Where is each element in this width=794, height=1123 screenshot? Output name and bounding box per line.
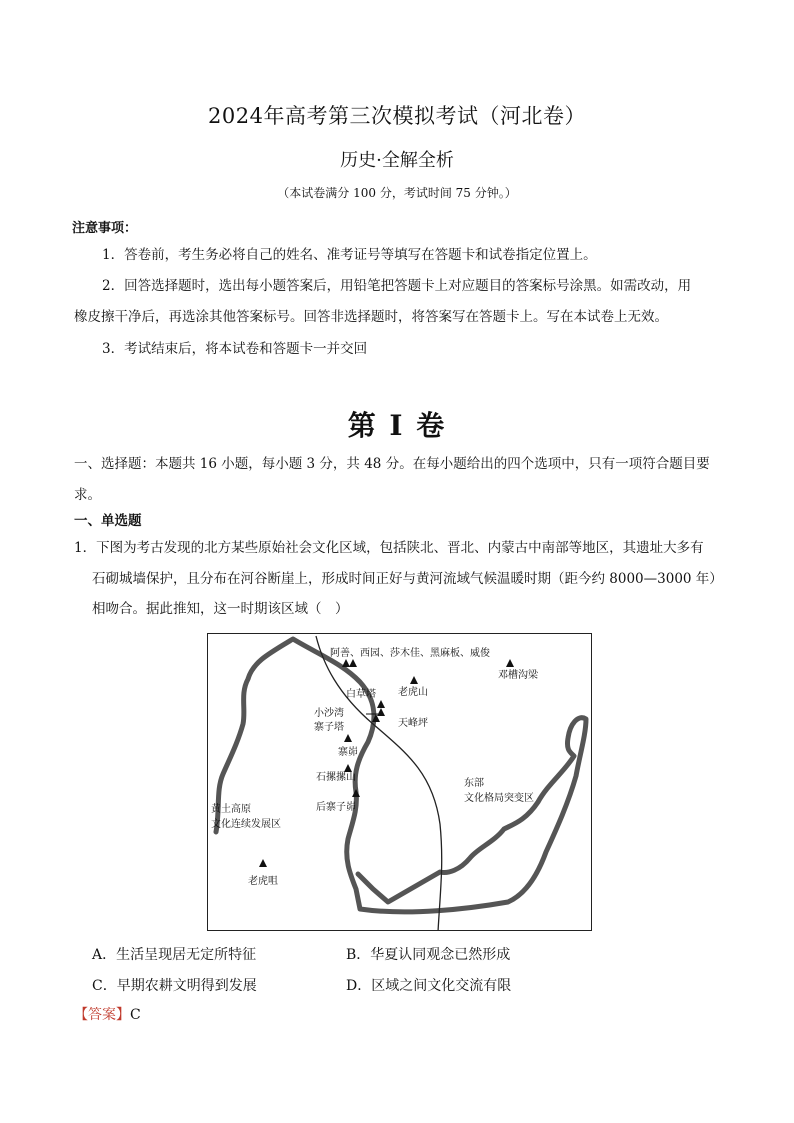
label-top-sites: 阿善、西园、莎木佳、黑麻板、威俊: [330, 648, 490, 659]
section-instruction-cont: 求。: [74, 487, 101, 503]
label-laohushan: 老虎山: [398, 687, 428, 698]
label-xiaoshawan: 小沙湾: [314, 708, 344, 719]
exam-note: （本试卷满分 100 分，考试时间 75 分钟。）: [277, 186, 517, 200]
section-instruction: 一、选择题：本题共 16 小题，每小题 3 分，共 48 分。在每小题给出的四个选项中，只有一项符合题目要: [74, 456, 710, 472]
question-stem-line2: 石砌城墙保护，且分布在河谷断崖上，形成时间正好与黄河流域气候温暖时期（距今约 8000—3000 年）: [92, 571, 723, 587]
exam-title: 2024年高考第三次模拟考试（河北卷）: [208, 104, 586, 128]
label-zhaimao: 寨峁: [338, 747, 358, 758]
site-marker: [352, 789, 360, 797]
notice-item-3: 3．考试结束后，将本试卷和答题卡一并交回: [102, 341, 368, 357]
site-marker: [342, 659, 350, 667]
answer-value: C: [130, 1007, 141, 1023]
volume-title: 第 I 卷: [347, 409, 447, 442]
label-loess-region-2: 文化连续发展区: [211, 819, 281, 830]
section-subheading: 一、单选题: [74, 513, 142, 529]
site-marker: [349, 659, 357, 667]
notice-item-2-cont: 橡皮擦干净后，再选涂其他答案标号。回答非选择题时，将答案写在答题卡上。写在本试卷上无效。: [74, 309, 668, 325]
label-houzhaizimao: 后寨子峁: [316, 802, 356, 813]
option-d: D．区域之间文化交流有限: [346, 978, 512, 994]
option-b: B．华夏认同观念已然形成: [346, 947, 511, 963]
boundary-line: [316, 636, 442, 931]
question-stem-line1: 1．下图为考古发现的北方某些原始社会文化区域，包括陕北、晋北、内蒙古中南部等地区，其遗址大多有: [74, 540, 704, 556]
label-laohuwa: 老虎咀: [248, 876, 278, 887]
notice-heading: 注意事项：: [72, 221, 138, 236]
archaeology-map: [207, 633, 592, 931]
exam-subtitle: 历史·全解全析: [340, 150, 454, 171]
site-marker: [344, 734, 352, 742]
notice-item-1: 1．答卷前，考生务必将自己的姓名、准考证号等填写在答题卡和试卷指定位置上。: [102, 247, 597, 263]
notice-item-2: 2．回答选择题时，选出每小题答案后，用铅笔把答题卡上对应题目的答案标号涂黑。如需改动，用: [102, 278, 692, 294]
option-a: A．生活呈现居无定所特征: [92, 947, 257, 963]
site-marker: [377, 700, 385, 708]
answer: [74, 1004, 141, 1024]
option-c: C．早期农耕文明得到发展: [92, 978, 257, 994]
site-marker: [377, 708, 385, 716]
site-marker: [259, 859, 267, 867]
label-loess-region-1: 黄土高原: [211, 804, 251, 815]
label-east-region-1: 东部: [464, 778, 484, 789]
label-tianfengping: 天峰坪: [398, 718, 428, 729]
question-stem-line3: 相吻合。据此推知，这一时期该区域（ ）: [92, 601, 349, 617]
label-baicaota: 白草塔: [346, 689, 376, 700]
label-shibaishan: 石摞摞山: [316, 772, 356, 783]
label-dengcaogouliang: 邓槽沟梁: [498, 670, 538, 681]
answer-label: 【答案】: [74, 1007, 130, 1023]
label-east-region-2: 文化格局突变区: [464, 793, 534, 804]
label-zhaiziita: 寨子塔: [314, 722, 344, 733]
